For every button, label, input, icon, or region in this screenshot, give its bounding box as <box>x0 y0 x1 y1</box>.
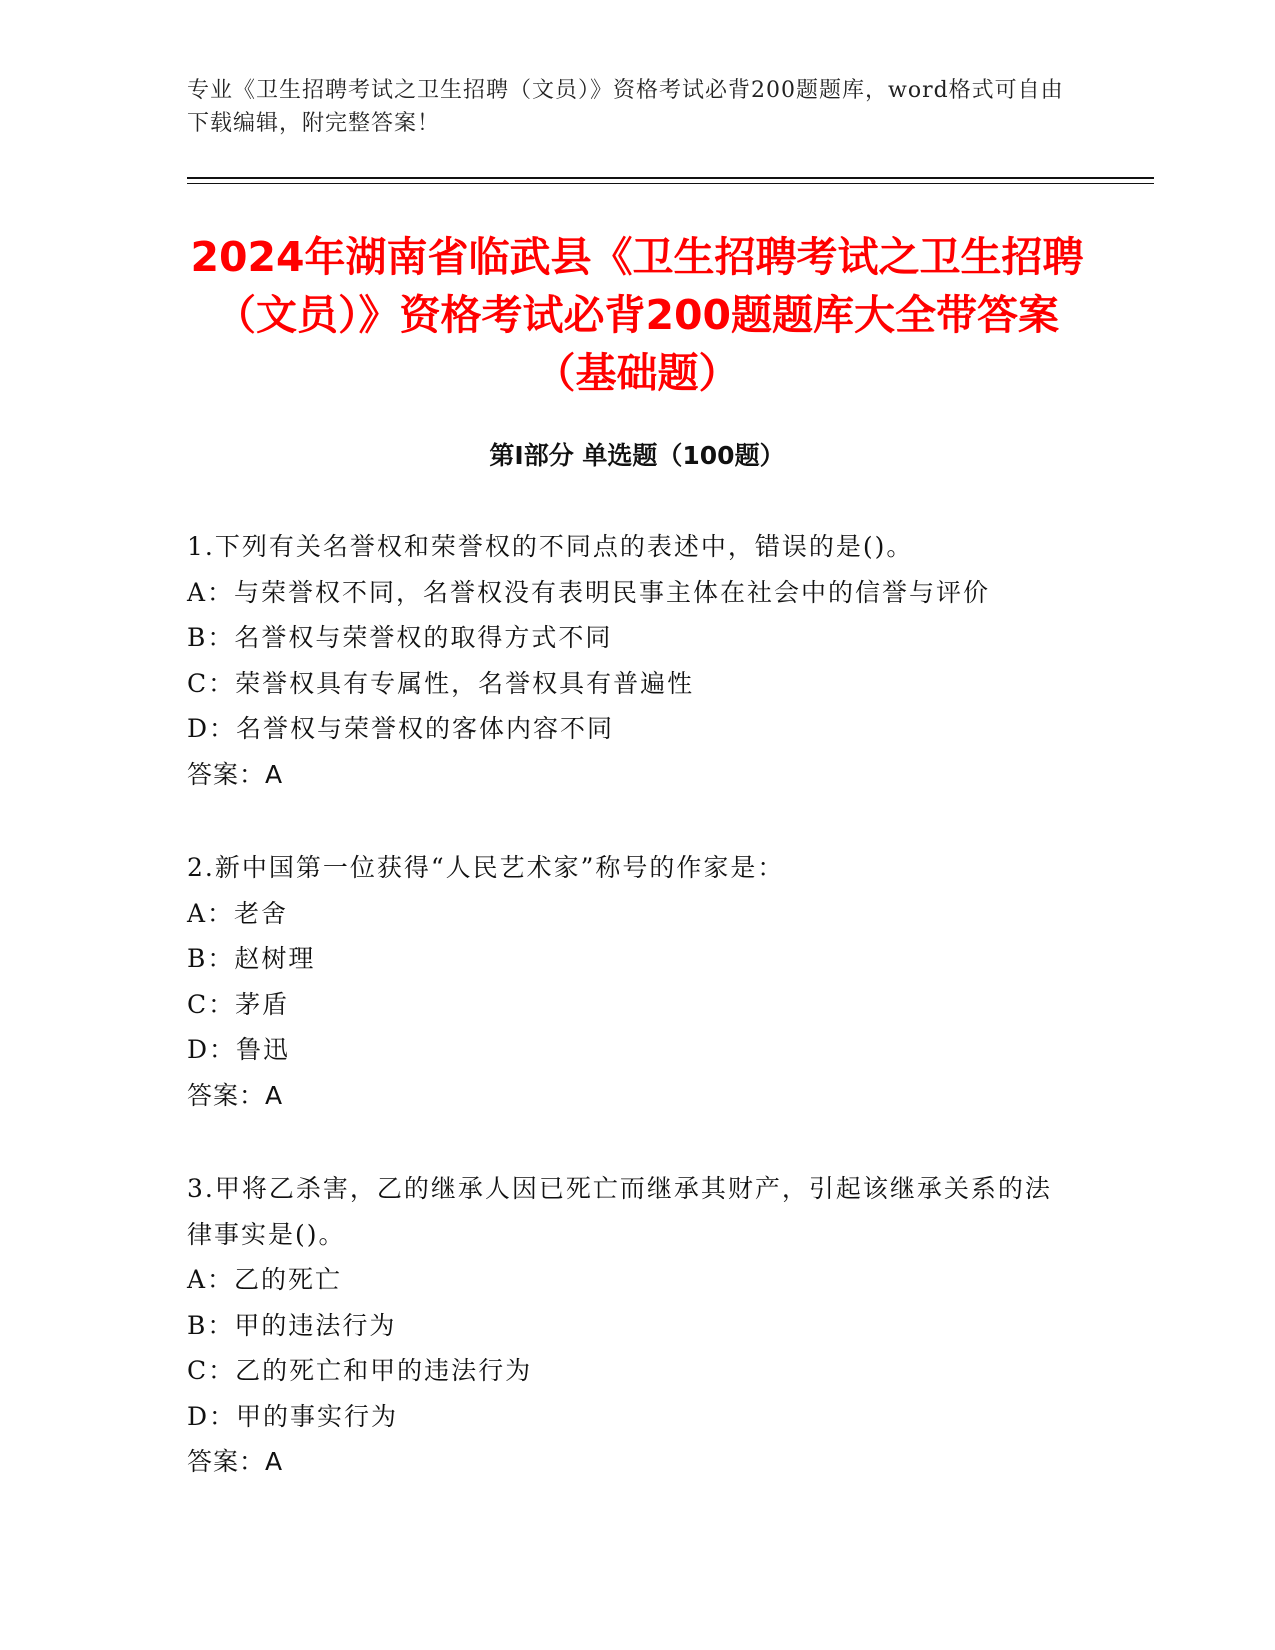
option-a: A：乙的死亡 <box>187 1265 343 1294</box>
answer-line: 答案：A <box>187 1080 284 1110</box>
question-2 <box>187 845 1067 1118</box>
option-d: D：甲的事实行为 <box>187 1401 399 1431</box>
header-note: 专业《卫生招聘考试之卫生招聘（文员）》资格考试必背200题题库，word格式可自由下载编辑，附完整答案！ <box>187 78 1064 136</box>
option-a: A：老舍 <box>187 898 289 928</box>
option-d: D：鲁迅 <box>187 1035 291 1064</box>
question-3 <box>187 1166 1067 1485</box>
option-c: C：乙的死亡和甲的违法行为 <box>187 1356 533 1385</box>
option-c: C：茅盾 <box>187 989 290 1019</box>
answer-line: 答案：A <box>187 1447 284 1476</box>
document-title: 2024年湖南省临武县《卫生招聘考试之卫生招聘（文员）》资格考试必背200题题库大全带答案（基础题） <box>190 233 1084 397</box>
question-stem: 1.下列有关名誉权和荣誉权的不同点的表述中，错误的是()。 <box>187 532 914 561</box>
question-list <box>187 524 1067 1533</box>
section-title: 第Ⅰ部分 单选题（100题） <box>489 441 785 470</box>
option-b: B：名誉权与荣誉权的取得方式不同 <box>187 623 613 652</box>
question-1 <box>187 524 1067 797</box>
option-d: D：名誉权与荣誉权的客体内容不同 <box>187 714 615 743</box>
header-rule-thick <box>187 177 1154 179</box>
option-c: C：荣誉权具有专属性，名誉权具有普遍性 <box>187 668 695 698</box>
answer-line: 答案：A <box>187 759 284 789</box>
header-rule-thin <box>187 183 1154 184</box>
question-stem: 3.甲将乙杀害，乙的继承人因已死亡而继承其财产，引起该继承关系的法律事实是()。 <box>187 1174 1052 1249</box>
option-a: A：与荣誉权不同，名誉权没有表明民事主体在社会中的信誉与评价 <box>187 577 991 607</box>
option-b: B：甲的违法行为 <box>187 1310 397 1340</box>
question-stem: 2.新中国第一位获得“人民艺术家”称号的作家是： <box>187 853 785 882</box>
option-b: B：赵树理 <box>187 944 316 973</box>
